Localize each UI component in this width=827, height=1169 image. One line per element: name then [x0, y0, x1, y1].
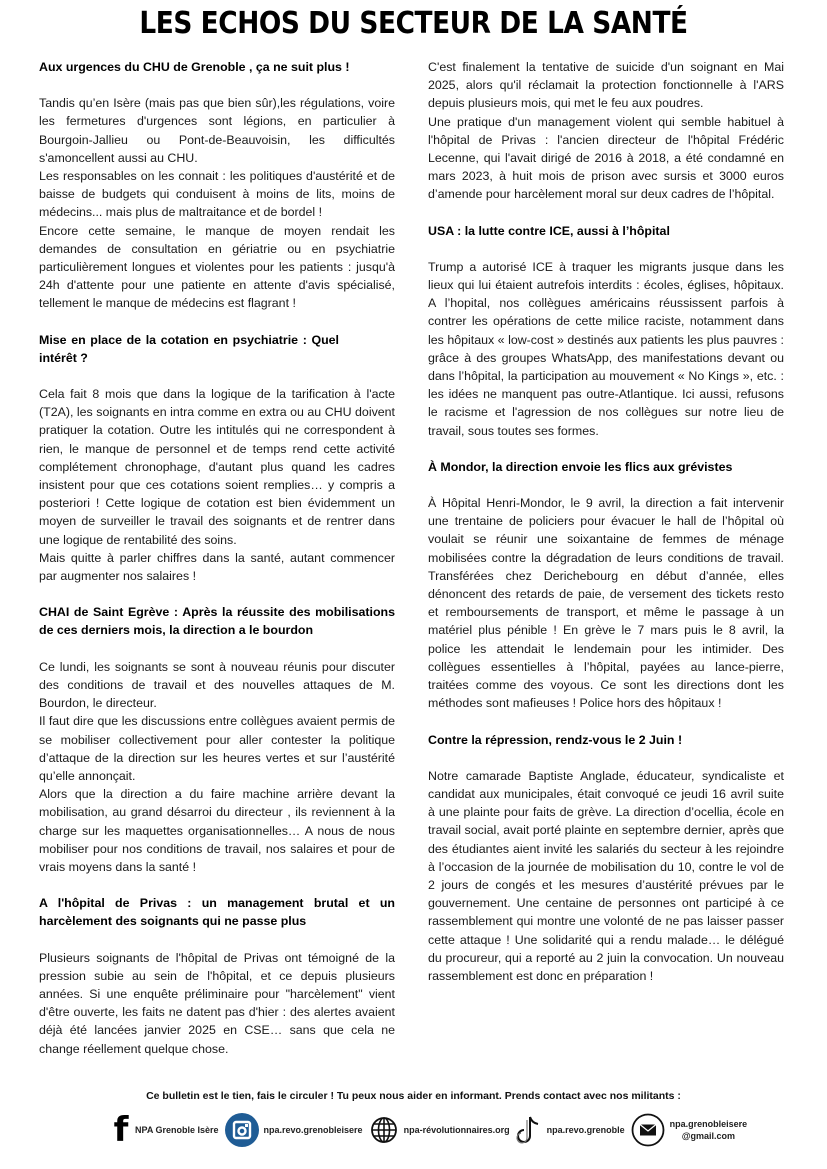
article-hopital-privas [39, 894, 395, 1058]
article-hopital-privas-continued [428, 58, 784, 204]
email-domain: @gmail.com [681, 1131, 736, 1141]
article-paragraph: Tandis qu’en Isère (mais pas que bien sûr),les régulations, voire les fermetures d'urgences sont légions, en particulier à Bourgoin-Jallieu ou Pont-de-Beauvoisin, les difficultés s'amoncellent aussi au CHU. [39, 96, 395, 165]
facebook-icon: f [113, 1110, 129, 1150]
social-email[interactable] [631, 1113, 748, 1147]
article-cotation-psychiatrie [39, 331, 395, 586]
right-column [428, 58, 784, 1003]
social-facebook[interactable] [112, 1110, 219, 1150]
article-paragraph: À Hôpital Henri-Mondor, le 9 avril, la direction a fait intervenir une trentaine de policiers pour évacuer le hall de l’hôpital où voulait se réunir une soixantaine de femmes de ménage mobilisées contre la dégradation de leurs conditions de travail. Transférées chez Derichebourg en début d’année, elles dénoncent des retards de paie, de versement des tickets resto et remboursements de transport, et même le passage à un matériel plus pénible ! En grève le 7 mars puis le 8 avril, la police les attendait le lendemain pour les intimider. Des collègues essentielles à l’hôpital, payées au lance-pierre, traitées comme des voyous. Ce sont les directions dont les méthodes sont mafieuses ! Police hors des hôpitaux ! [428, 496, 784, 711]
mail-icon [631, 1113, 665, 1147]
article-repression [428, 731, 784, 986]
article-heading: Mise en place de la cotation en psychiatrie : Quel intérêt ? [39, 332, 339, 365]
article-chai-saint-egreve [39, 603, 395, 876]
globe-icon [369, 1115, 399, 1145]
tiktok-icon [516, 1114, 542, 1146]
article-paragraph: Plusieurs soignants de l'hôpital de Privas ont témoigné de la pression subie au sein de l'hôpital, et ce depuis plusieurs années. Si une enquête préliminaire pour "harcèlement" vient d'être ouverte, les faits ne datent pas d'hier : des alertes avaient déjà été lancées janvier 2025 en CSE… sans que cela ne change réellement quelque chose. [39, 950, 395, 1056]
article-paragraph: Mais quitte à parler chiffres dans la santé, autant commencer par augmenter nos salaires ! [39, 550, 395, 584]
page-title: LES ECHOS DU SECTEUR DE LA SANTÉ [139, 6, 688, 41]
article-paragraph: Encore cette semaine, le manque de moyen rendait les demandes de consultation en gériatrie ou en psychiatrie particulièrement longues et violentes pour les patients : jusqu'à 24h d'attente pour une patiente en attente d'avis spécialisé, tellement le manque de médecins est flagrant ! [39, 223, 395, 311]
article-paragraph: C'est finalement la tentative de suicide d'un soignant en Mai 2025, alors qu'il réclamait la protection fonctionnelle à l'ARS depuis plusieurs mois, qui met le feu aux poudres. [428, 60, 784, 111]
social-label: npa-révolutionnaires.org [403, 1125, 510, 1135]
email-user: npa.grenobleisere [669, 1119, 748, 1129]
social-label: NPA Grenoble Isère [135, 1125, 219, 1135]
article-heading: Contre la répression, rendz-vous le 2 Juin ! [428, 732, 683, 747]
social-label [670, 1118, 748, 1142]
article-heading: USA : la lutte contre ICE, aussi à l’hôpital [428, 223, 670, 238]
footer-callout: Ce bulletin est le tien, fais le circuler ! Tu peux nous aider en informant. Prends contact avec nos militants : [146, 1090, 681, 1102]
article-paragraph: Cela fait 8 mois que dans la logique de la tarification à l'acte (T2A), les soignants en intra comme en extra ou au CHU doivent pratiquer la cotation. Outre les intitulés qui ne correspondent à rien, le manque de personnel et de temps rend cette activité complétement chronophage, d'autant plus quand les cadres insistent pour que ces cotations soient remplies… y compris a posteriori ! Cette logique de cotation est bien évidemment un moyen de surveiller le travail des soignants et de rentrer dans une logique de rentabilité des soins. [39, 387, 395, 547]
article-heading: A l'hôpital de Privas : un management brutal et un harcèlement des soignants qui ne passe plus [39, 896, 395, 929]
social-label: npa.revo.grenoble [546, 1125, 625, 1135]
article-mondor [428, 458, 784, 713]
article-heading: CHAI de Saint Egrève : Après la réussite des mobilisations de ces derniers mois, la direction a le bourdon [39, 605, 395, 638]
instagram-icon [225, 1113, 259, 1147]
social-tiktok[interactable] [516, 1114, 625, 1146]
article-paragraph: Notre camarade Baptiste Anglade, éducateur, syndicaliste et candidat aux municipales, était convoqué ce jeudi 16 avril suite à une plainte pour faits de grève. La direction d’ocellia, école en travail social, avait porté plainte en septembre dernier, après que des étudiantes aient invité les salariés du secteur à les rejoindre à l’occasion de la journée de mobilisation du 10, contre le vol de 2 jours de congés et les mesures d’austérité prévues par le gouvernement. Une centaine de personnes ont participé à ce rassemblement qui montre une volonté de ne pas laisser passer cette attaque ! Une solidarité qui a rendu malade… le délégué du procureur, qui a reporté au 2 juin la convocation. Un nouveau rassemblement est donc en préparation ! [428, 768, 784, 983]
social-website[interactable] [369, 1115, 510, 1145]
social-instagram[interactable] [225, 1113, 363, 1147]
social-links [112, 1110, 747, 1150]
article-paragraph: Les responsables on les connait : les politiques d'austérité et de baisse de budgets qui conduisent à moins de lits, moins de médecins... mais plus de maltraitance et de bordel ! [39, 169, 395, 220]
article-paragraph: Ce lundi, les soignants se sont à nouveau réunis pour discuter des conditions de travail et des nouvelles attaques de M. Bourdon, le directeur. [39, 659, 395, 711]
left-column [39, 58, 395, 1076]
article-usa-ice [428, 222, 784, 440]
footer [0, 1090, 827, 1150]
social-label: npa.revo.grenobleisere [263, 1125, 363, 1135]
article-heading: À Mondor, la direction envoie les flics aux grévistes [428, 459, 733, 474]
article-paragraph: Alors que la direction a du faire machine arrière devant la mobilisation, au grand désarroi du directeur , ils reviennent à la charge sur les maquettes organisationnelles… A nous de nous mobiliser pour nos conditions de travail, nos salaires et pour de vrais moyens dans la santé ! [39, 787, 395, 874]
article-urgences-chu [39, 58, 395, 313]
article-heading: Aux urgences du CHU de Grenoble , ça ne suit plus ! [39, 60, 350, 74]
article-paragraph: Trump a autorisé ICE à traquer les migrants jusque dans les lieux qui lui étaient autrefois interdits : écoles, églises, hôpitaux. A l’hopital, nos collègues américains réussissent parfois à contrer les opérations de cette milice raciste, notamment dans les hôpitaux « low-cost » destinés aux patients les plus pauvres : grâce à des groupes WhatsApp, des manifestations devant ou dans l’hôpital, la participation au mouvement « No Kings », etc. : les idées ne manquent pas outre-Atlantique. Ici aussi, refusons le racisme et l'agression de nos collègues sur notre lieu de travail, sous toutes ses formes. [428, 259, 784, 438]
article-paragraph: Une pratique d'un management violent qui semble habituel à l'hôpital de Privas : l'ancien directeur de l'hôpital Frédéric Lecenne, qui l'avait dirigé de 2016 à 2018, a été condamné en mars 2023, à huit mois de prison avec sursis et 3000 euros d’amende pour harcèlement moral sur deux cadres de l’hôpital. [428, 114, 784, 202]
article-paragraph: Il faut dire que les discussions entre collègues avaient permis de se mobiliser collectivement pour aller contester la politique d’attaque de la direction sur les heures vertes et sur l’austérité qu’elle annonçait. [39, 714, 395, 783]
